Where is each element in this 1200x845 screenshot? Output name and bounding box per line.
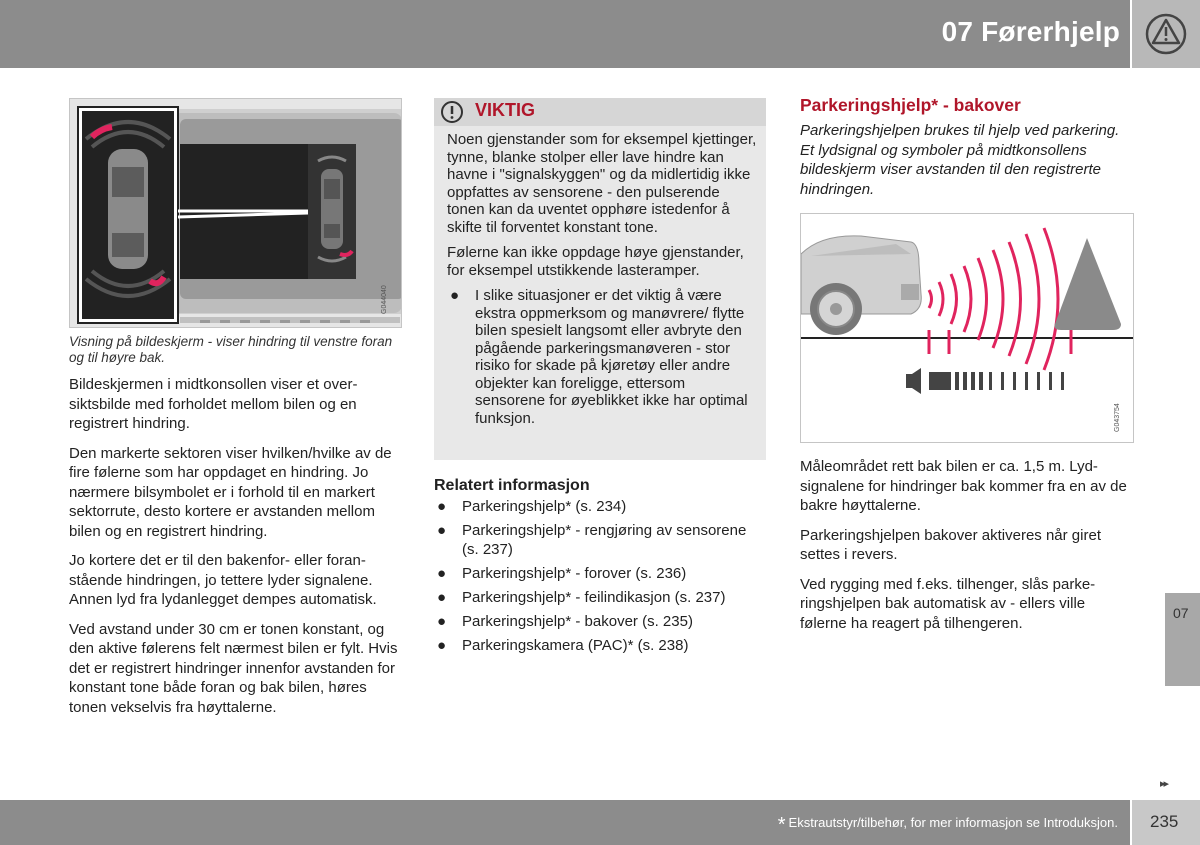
figure2-code: G043754 [1114,403,1121,432]
chapter-title: 07 Førerhjelp [941,16,1120,47]
figure1-code: G044040 [381,285,388,314]
page-number-box [1132,800,1200,845]
exclamation-circle-icon [440,100,464,129]
speaker-icon [906,368,921,394]
figure-rear-parking [800,213,1134,443]
related-item[interactable] [434,612,754,631]
related-item[interactable] [434,521,754,559]
warning-paragraph: Noen gjenstander som for eksempel kjettinger, tynne, blanke stolper eller lave hindre kan havne i "signalskyggen" og da midlertidig ikke oppfattes av sensorene - den pulserende tonen kan da uventet opphøre istedenfor å skifte til forventet konstant tone. [447,131,757,236]
related-link[interactable]: Parkeringshjelp* - rengjøring av sensorene (s. 237) [462,522,747,558]
column3-paragraph: Måleområdet rett bak bilen er ca. 1,5 m. Lydsignalene for hindringer bak kommer fra en av de bakre høyttalerne. [800,458,1127,514]
footer-star: * [777,814,786,836]
warning-header [434,98,766,126]
column1-body [69,375,400,727]
related-list [434,497,754,660]
column1-paragraph: Bildeskjermen i midtkonsollen viser et oversiktsbilde med forholdet mellom bilen og en registrert hindring. [69,376,358,432]
continue-arrows-icon: ▸▸ [1160,778,1168,790]
bullet-icon: ● [437,613,447,630]
section-intro: Parkeringshjelpen brukes til hjelp ved parkering. Et lydsignal og symboler på midtkonsollens bildeskjerm viser avstanden til den registrerte hindringen. [800,122,1120,198]
warning-triangle-icon [1132,0,1200,68]
related-link[interactable]: Parkeringshjelp* - forover (s. 236) [462,565,687,582]
warning-paragraph: Følerne kan ikke oppdage høye gjenstander, for eksempel utstikkende lasteramper. [447,244,744,279]
related-link[interactable]: Parkeringskamera (PAC)* (s. 238) [462,637,689,654]
related-link[interactable]: Parkeringshjelp* - bakover (s. 235) [462,613,693,630]
column3-paragraph: Ved rygging med f.eks. tilhenger, slås parkeringshjelpen bak automatisk av - ellers ville følerne ha reagert på tilhengeren. [800,575,1096,632]
bullet-icon: ● [437,637,447,654]
figure1-caption: Visning på bildeskjerm - viser hindring til venstre foran og til høyre bak. [69,334,393,365]
column1-paragraph: Jo kortere det er til den bakenfor- eller foranstående hindringen, jo tettere lyder signalene. Annen lyd fra lydanlegget dempes automatisk. [69,552,377,608]
column1-paragraph: Den markerte sektoren viser hvilken/hvilke av de fire følerne som har oppdaget en hindring. Jo nærmere bilsymbolet er i forhold til en markert sektorrute, desto kortere er avstanden mellom bilen og en registrert hindring. [69,444,392,540]
column1-paragraph: Ved avstand under 30 cm er tonen konstant, og den aktive følerens felt nærmest bilen er fylt. Hvis det er registrert hindringer innenfor avstanden for konstant tone både foran og bak bilen, høres tonen vekselvis fra høyttalerne. [69,620,398,716]
related-link[interactable]: Parkeringshjelp* - feilindikasjon (s. 237) [462,589,726,606]
related-item[interactable] [434,497,754,516]
related-item[interactable] [434,636,754,655]
warning-body [447,131,759,433]
column3-paragraph: Parkeringshjelpen bakover aktiveres når giret settes i revers. [800,526,1101,563]
related-link[interactable]: Parkeringshjelp* (s. 234) [462,498,627,515]
related-item[interactable] [434,588,754,607]
footer-note-text: Ekstrautstyr/tilbehør, for mer informasjon se Introduksjon. [788,815,1118,830]
warning-bullet-item [447,287,759,427]
bullet-icon: ● [437,522,447,539]
figure-parking-display [69,98,402,328]
warning-box [434,98,766,460]
section-title: Parkeringshjelp* - bakover [800,95,1021,115]
related-title: Relatert informasjon [434,477,590,494]
bullet-icon: ● [437,589,447,606]
related-item[interactable] [434,564,754,583]
warning-bullet-text: I slike situasjoner er det viktig å være ekstra oppmerksom og manøvrere/ flytte bilen spesielt langsomt eller avbryte den pågående parkeringsmanøveren - stor risiko for skade på kjøretøy eller andre objekter kan foreligge, ettersom sensorene for øyeblikket ikke har optimal funksjon. [475,287,748,427]
page-number: 235 [1150,812,1179,831]
bullet-icon: ● [437,498,447,515]
footer-note [778,814,1118,837]
bullet-icon: ● [450,287,460,304]
column3-body [800,457,1135,643]
side-tab-label: 07 [1173,605,1189,621]
bullet-icon: ● [437,565,447,582]
chapter-side-tab[interactable] [1165,593,1200,686]
warning-label: VIKTIG [475,100,536,120]
